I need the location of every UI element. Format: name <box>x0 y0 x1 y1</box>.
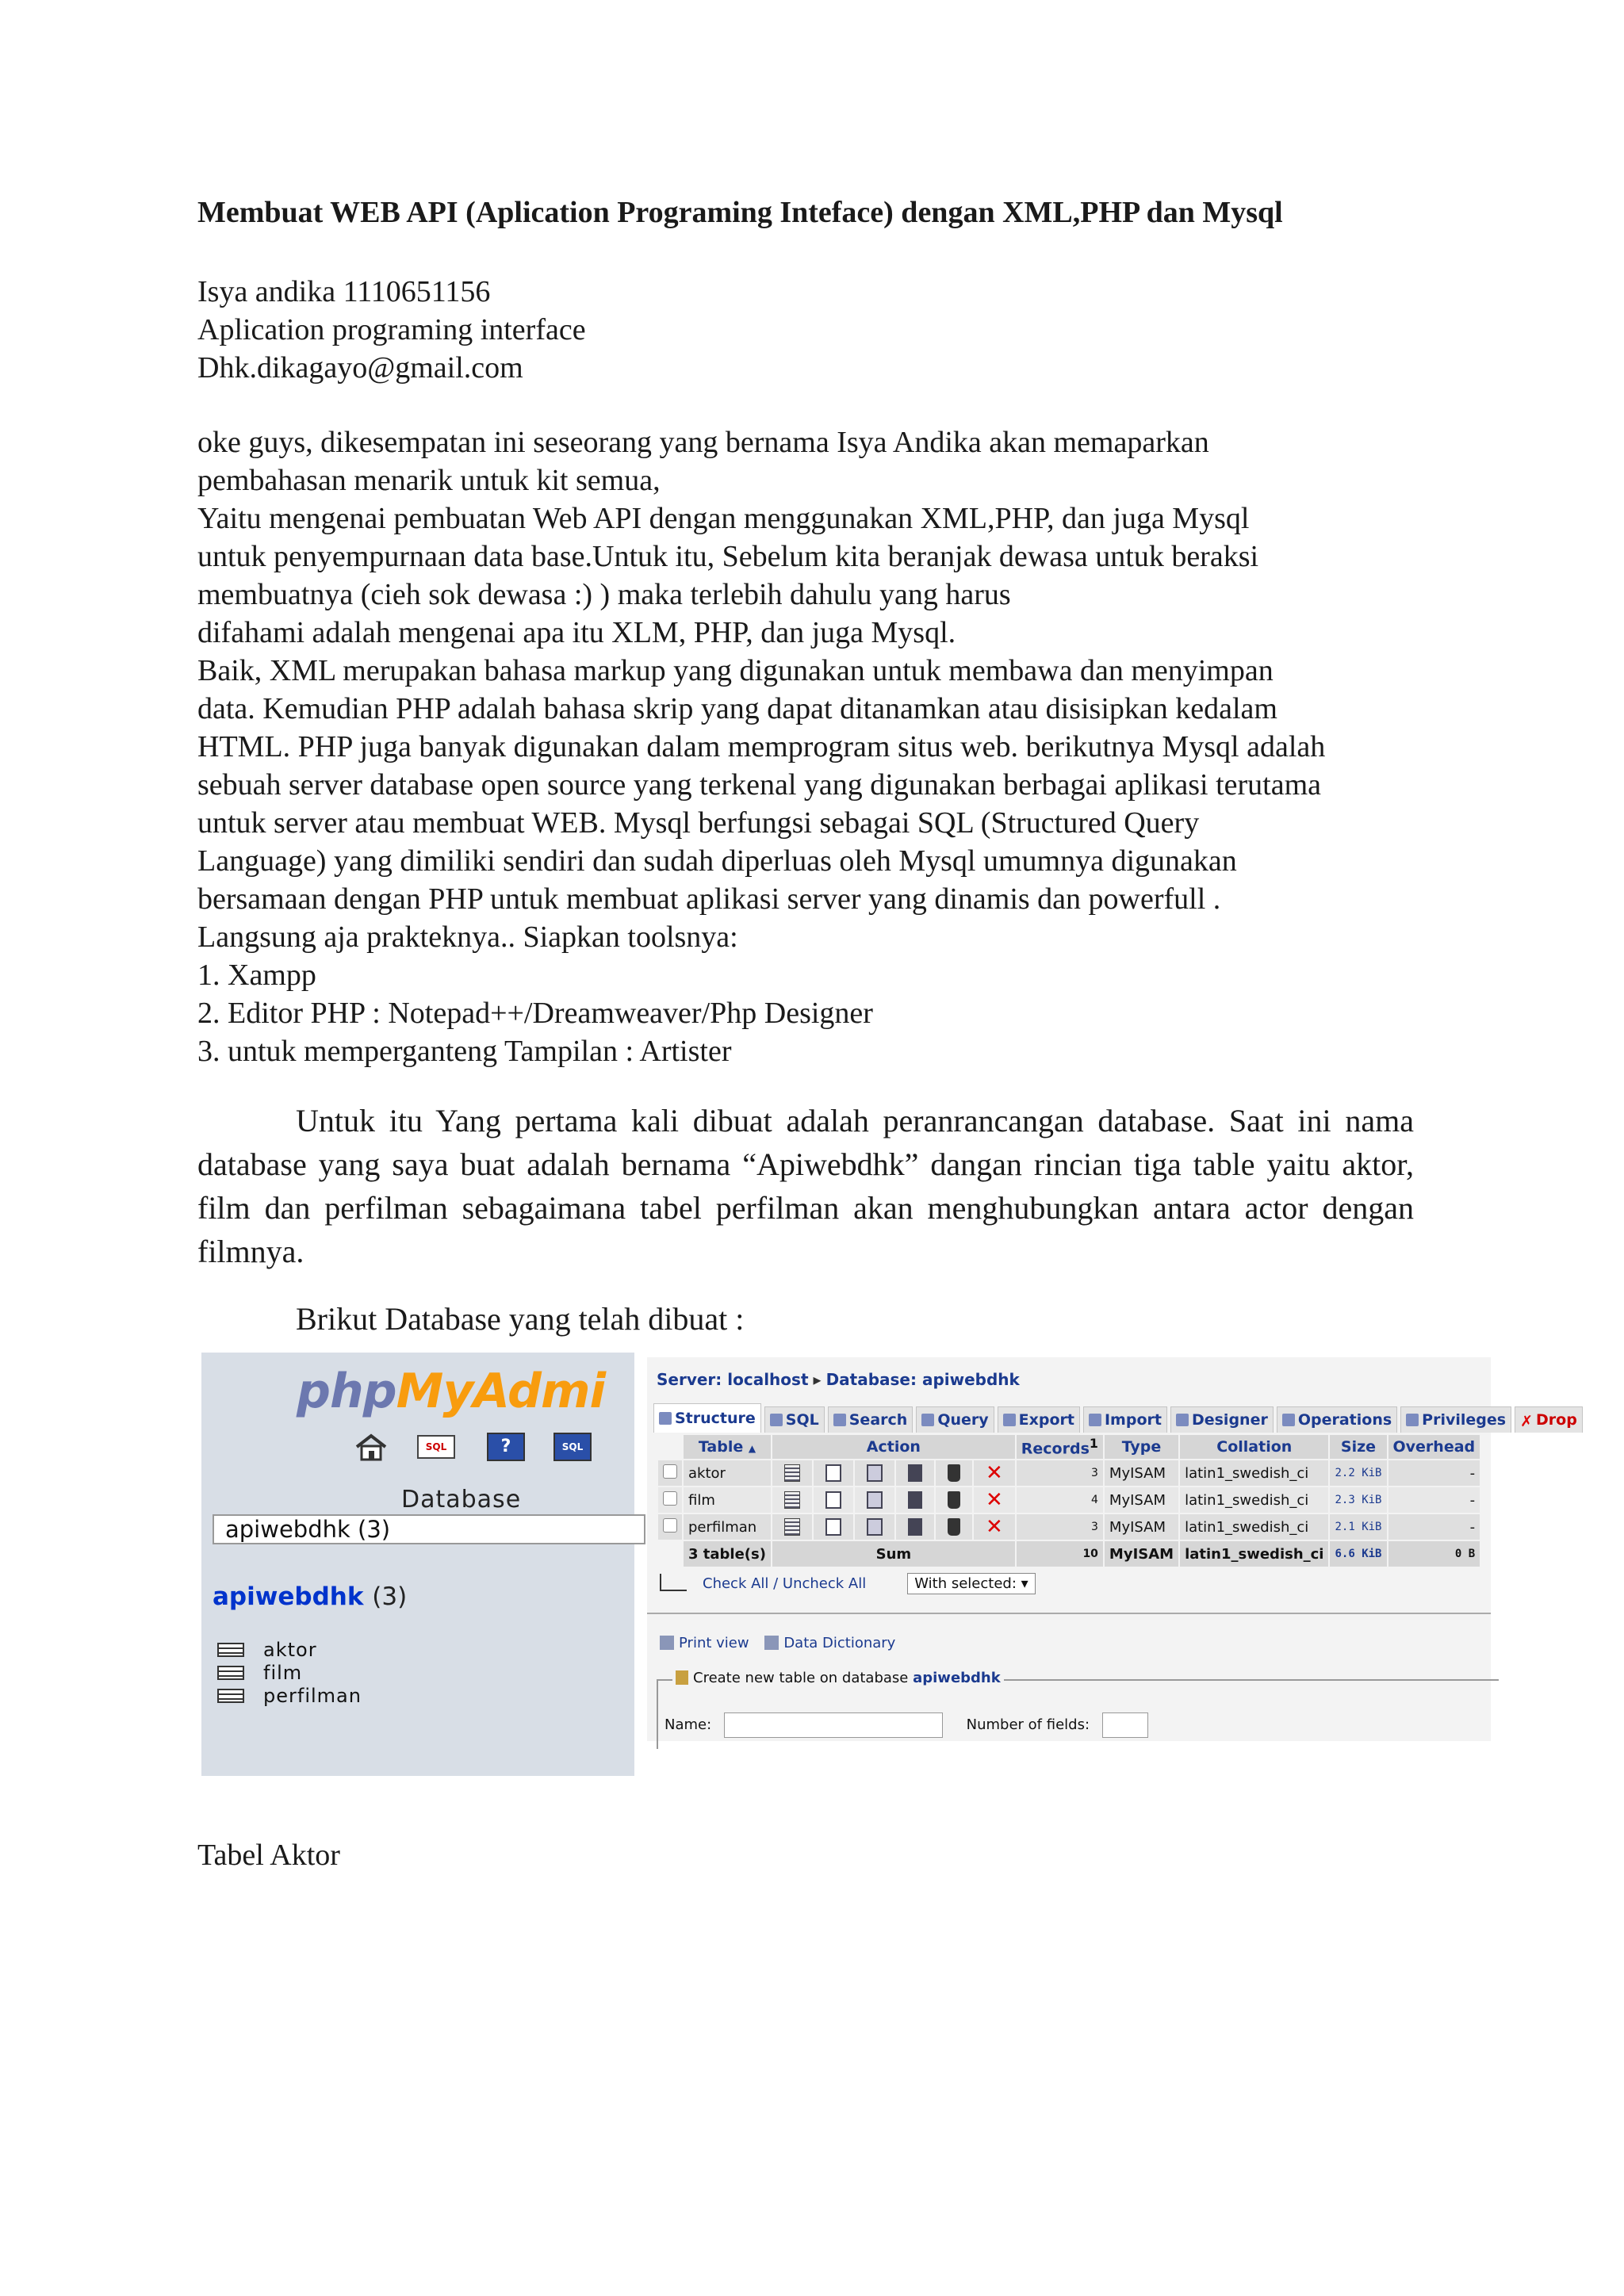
search-icon[interactable] <box>855 1460 894 1486</box>
table-icon <box>217 1666 244 1680</box>
tab-sql[interactable]: SQL <box>764 1406 825 1433</box>
tab-export[interactable]: Export <box>998 1406 1080 1433</box>
import-icon <box>1089 1414 1101 1426</box>
table-row <box>658 1487 1480 1513</box>
size-value[interactable]: 2.2 KiB <box>1330 1460 1386 1486</box>
sum-type: MyISAM <box>1105 1541 1178 1567</box>
bulk-actions <box>660 1573 1036 1594</box>
row-checkbox[interactable] <box>658 1514 682 1540</box>
insert-icon[interactable] <box>896 1514 934 1540</box>
size-value[interactable]: 2.3 KiB <box>1330 1487 1386 1513</box>
table-name[interactable]: perfilman <box>684 1514 771 1540</box>
search-icon <box>833 1414 846 1426</box>
author-line: Aplication programing interface <box>197 313 586 346</box>
sql-docs-icon[interactable]: SQL <box>553 1432 592 1462</box>
browse-icon[interactable] <box>772 1514 812 1540</box>
designer-icon <box>1176 1414 1189 1426</box>
structure-icon[interactable] <box>814 1460 853 1486</box>
table-link-film[interactable]: film <box>217 1661 362 1684</box>
list-item: 1. Xampp <box>197 959 316 992</box>
arrow-up-icon <box>660 1574 687 1591</box>
author-line: Isya andika 1110651156 <box>197 275 491 308</box>
query-icon <box>921 1414 934 1426</box>
table-list <box>217 1638 362 1707</box>
create-table-legend: Create new table on database apiwebdhk <box>672 1670 1004 1686</box>
database-link[interactable]: apiwebdhk (3) <box>213 1582 408 1611</box>
body-line: Langsung aja prakteknya.. Siapkan toolsnya: <box>197 920 738 954</box>
table-row <box>658 1460 1480 1486</box>
size-value[interactable]: 2.1 KiB <box>1330 1514 1386 1540</box>
fields-count-input[interactable] <box>1102 1712 1148 1738</box>
intro-paragraph <box>197 1099 1414 1273</box>
header-overhead[interactable]: Overhead <box>1388 1435 1480 1459</box>
table-icon <box>217 1689 244 1703</box>
search-icon[interactable] <box>855 1487 894 1513</box>
header-table[interactable]: Table ▲ <box>684 1435 771 1459</box>
pma-main-screenshot <box>647 1357 1577 1741</box>
type-value: MyISAM <box>1105 1487 1178 1513</box>
header-collation[interactable]: Collation <box>1180 1435 1328 1459</box>
data-dictionary-icon <box>764 1636 779 1650</box>
body-line: bersamaan dengan PHP untuk membuat aplikasi server yang dinamis dan powerfull . <box>197 882 1221 916</box>
overhead-value: - <box>1388 1487 1480 1513</box>
header-checkbox-col <box>658 1435 682 1459</box>
sum-spacer <box>658 1541 682 1567</box>
author-email: Dhk.dikagayo@gmail.com <box>197 351 523 385</box>
browse-icon[interactable] <box>772 1487 812 1513</box>
table-name[interactable]: film <box>684 1487 771 1513</box>
section-heading: Tabel Aktor <box>197 1839 340 1872</box>
header-records[interactable]: Records$^1$ <box>1017 1435 1103 1459</box>
create-table-form <box>665 1712 1148 1738</box>
grid-header <box>658 1435 1480 1459</box>
overhead-value: - <box>1388 1460 1480 1486</box>
server-crumb[interactable]: Server: localhost <box>657 1370 809 1389</box>
phpmyadmin-logo: phpMyAdmi <box>297 1364 606 1419</box>
drop-icon[interactable]: ✕ <box>974 1460 1015 1486</box>
body-line: HTML. PHP juga banyak digunakan dalam memprogram situs web. berikutnya Mysql adalah <box>197 730 1326 763</box>
tables-grid <box>657 1433 1481 1568</box>
print-view-link[interactable]: Print view <box>679 1635 749 1651</box>
row-checkbox[interactable] <box>658 1460 682 1486</box>
structure-icon[interactable] <box>814 1487 853 1513</box>
body-line: data. Kemudian PHP adalah bahasa skrip yang dapat ditanamkan atau disisipkan kedalam <box>197 692 1277 725</box>
sum-row <box>658 1541 1480 1567</box>
drop-icon[interactable]: ✕ <box>974 1487 1015 1513</box>
body-line: Language) yang dimiliki sendiri dan sudah diperluas oleh Mysql umumnya digunakan <box>197 844 1237 878</box>
pma-navigation-screenshot <box>201 1353 634 1776</box>
empty-icon[interactable] <box>936 1460 972 1486</box>
tab-privileges[interactable]: Privileges <box>1400 1406 1511 1433</box>
table-name[interactable]: aktor <box>684 1460 771 1486</box>
overhead-value: - <box>1388 1514 1480 1540</box>
body-line: Yaitu mengenai pembuatan Web API dengan menggunakan XML,PHP, dan juga Mysql <box>197 502 1250 535</box>
sql-icon <box>770 1414 783 1426</box>
create-table-fieldset <box>657 1670 1499 1749</box>
author-block <box>197 273 586 387</box>
structure-icon <box>659 1412 672 1425</box>
body-line: difahami adalah mengenai apa itu XLM, PHP, dan juga Mysql. <box>197 616 956 649</box>
list-item: 2. Editor PHP : Notepad++/Dreamweaver/Php Designer <box>197 997 873 1030</box>
body-line: oke guys, dikesempatan ini seseorang yang bernama Isya Andika akan memaparkan <box>197 426 1209 459</box>
tab-operations[interactable]: Operations <box>1277 1406 1397 1433</box>
fields-label: Number of fields: <box>966 1716 1090 1733</box>
body-line: untuk penyempurnaan data base.Untuk itu, Sebelum kita beranjak dewasa untuk beraksi <box>197 540 1259 573</box>
body-line: sebuah server database open source yang terkenal yang digunakan berbagai aplikasi terutama <box>197 768 1322 802</box>
drop-icon[interactable]: ✕ <box>974 1514 1015 1540</box>
privileges-icon <box>1406 1414 1419 1426</box>
sum-collation: latin1_swedish_ci <box>1180 1541 1328 1567</box>
records-value: 3 <box>1017 1460 1103 1486</box>
body-text <box>197 423 1325 1070</box>
header-type[interactable]: Type <box>1105 1435 1178 1459</box>
sum-label: Sum <box>772 1541 1015 1567</box>
body-line: pembahasan menarik untuk kit semua, <box>197 464 661 497</box>
row-checkbox[interactable] <box>658 1487 682 1513</box>
tab-query[interactable]: Query <box>916 1406 994 1433</box>
drop-icon: ✗ <box>1520 1413 1533 1430</box>
insert-icon[interactable] <box>896 1487 934 1513</box>
insert-icon[interactable] <box>896 1460 934 1486</box>
divider <box>647 1613 1491 1614</box>
table-name-input[interactable] <box>724 1712 943 1738</box>
sql-icon[interactable]: SQL <box>417 1432 455 1462</box>
tab-drop[interactable]: ✗ Drop <box>1515 1406 1583 1433</box>
data-dictionary-link[interactable]: Data Dictionary <box>783 1635 896 1651</box>
search-icon[interactable] <box>855 1514 894 1540</box>
sum-size: 6.6 KiB <box>1330 1541 1386 1567</box>
database-crumb[interactable]: Database: apiwebdhk <box>825 1370 1020 1389</box>
body-line: untuk server atau membuat WEB. Mysql berfungsi sebagai SQL (Structured Query <box>197 806 1200 840</box>
list-item: 3. untuk memperganteng Tampilan : Artister <box>197 1035 732 1068</box>
name-label: Name: <box>665 1716 712 1733</box>
print-icon <box>660 1636 674 1650</box>
database-label: Database <box>401 1486 522 1513</box>
table-row <box>658 1514 1480 1540</box>
tab-structure[interactable]: Structure <box>653 1403 761 1433</box>
tab-search[interactable]: Search <box>828 1406 914 1433</box>
type-value: MyISAM <box>1105 1514 1178 1540</box>
help-icon[interactable]: ? <box>487 1432 525 1462</box>
table-link-perfilman[interactable]: perfilman <box>217 1684 362 1707</box>
operations-icon <box>1282 1414 1295 1426</box>
new-table-icon <box>676 1670 688 1685</box>
sum-overhead: 0 B <box>1388 1541 1480 1567</box>
records-value: 4 <box>1017 1487 1103 1513</box>
table-link-aktor[interactable]: aktor <box>217 1638 362 1661</box>
table-icon <box>217 1643 244 1657</box>
collation-value: latin1_swedish_ci <box>1180 1487 1328 1513</box>
database-caption: Brikut Database yang telah dibuat : <box>296 1301 745 1337</box>
empty-icon[interactable] <box>936 1514 972 1540</box>
home-icon[interactable] <box>352 1432 390 1462</box>
header-size[interactable]: Size <box>1330 1435 1386 1459</box>
tab-designer[interactable]: Designer <box>1170 1406 1274 1433</box>
document-title: Membuat WEB API (Aplication Programing Inteface) dengan XML,PHP dan Mysql <box>197 196 1283 229</box>
with-selected-dropdown[interactable]: With selected: ▾ <box>907 1573 1035 1594</box>
sum-records: 10 <box>1017 1541 1103 1567</box>
type-value: MyISAM <box>1105 1460 1178 1486</box>
records-value: 3 <box>1017 1514 1103 1540</box>
header-action: Action <box>772 1435 1015 1459</box>
bottom-links <box>660 1635 895 1651</box>
structure-icon[interactable] <box>814 1514 853 1540</box>
sum-table-count: 3 table(s) <box>684 1541 771 1567</box>
check-all-link[interactable]: Check All / Uncheck All <box>703 1575 867 1592</box>
breadcrumb: Server: localhost ▸ Database: apiwebdhk <box>657 1370 1020 1389</box>
database-select[interactable]: apiwebdhk (3) <box>213 1514 645 1544</box>
body-line: membuatnya (cieh sok dewasa :) ) maka terlebih dahulu yang harus <box>197 578 1011 611</box>
export-icon <box>1003 1414 1016 1426</box>
browse-icon[interactable] <box>772 1460 812 1486</box>
empty-icon[interactable] <box>936 1487 972 1513</box>
body-line: Baik, XML merupakan bahasa markup yang digunakan untuk membawa dan menyimpan <box>197 654 1274 687</box>
collation-value: latin1_swedish_ci <box>1180 1514 1328 1540</box>
tab-bar <box>653 1403 1586 1430</box>
sort-asc-icon: ▲ <box>748 1443 756 1454</box>
collation-value: latin1_swedish_ci <box>1180 1460 1328 1486</box>
paragraph-text: Untuk itu Yang pertama kali dibuat adalah peranrancangan database. Saat ini nama database yang saya buat adalah bernama “Apiwebdhk” dangan rincian tiga table yaitu aktor, film dan perfilman sebagaimana tabel perfilman akan menghubungkan antara actor dengan filmnya. <box>197 1103 1414 1269</box>
tab-import[interactable]: Import <box>1083 1406 1167 1433</box>
